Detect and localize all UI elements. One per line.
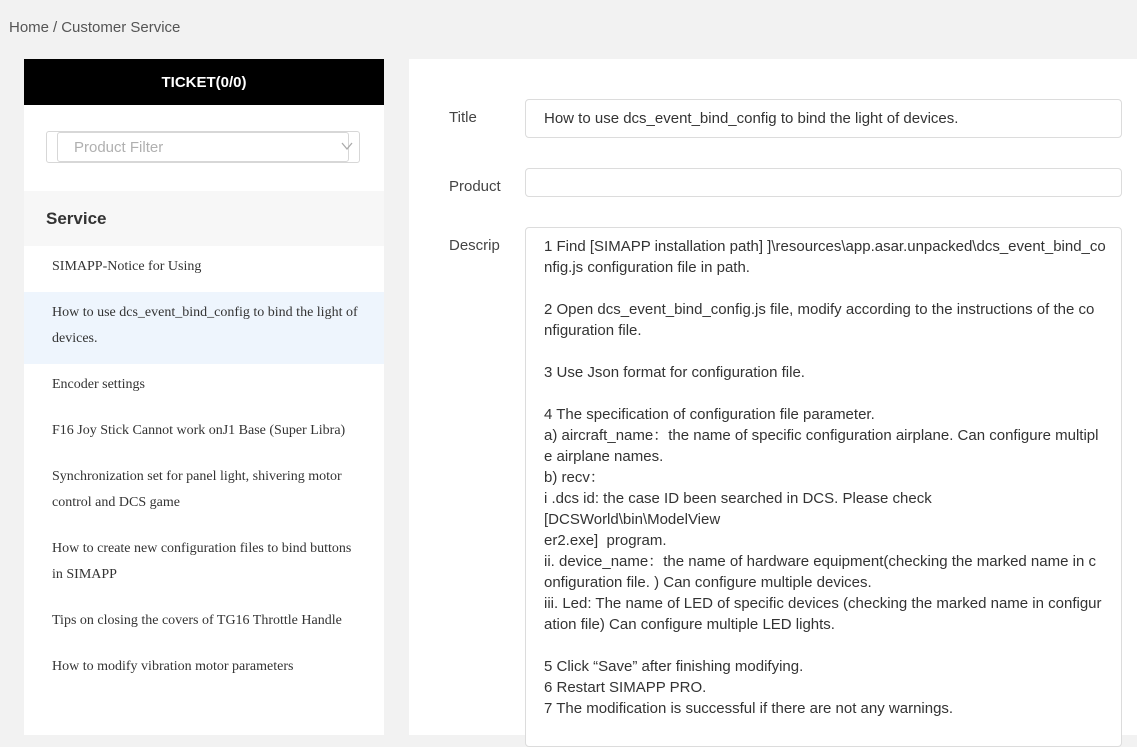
- service-list-item[interactable]: How to modify vibration motor parameters: [52, 659, 294, 674]
- service-list-item[interactable]: SIMAPP-Notice for Using: [52, 259, 202, 274]
- breadcrumb-home[interactable]: Home: [9, 19, 50, 36]
- product-filter-select[interactable]: [46, 131, 360, 163]
- product-label: Product: [449, 178, 501, 195]
- description-label: Descrip: [449, 237, 500, 254]
- service-list-item[interactable]: How to create new configuration files to bind buttons in SIMAPP: [52, 541, 352, 582]
- service-list-item[interactable]: Tips on closing the covers of TG16 Throttle Handle: [52, 613, 342, 628]
- product-filter-placeholder[interactable]: Product Filter: [57, 132, 349, 162]
- breadcrumb-separator: /: [53, 19, 58, 36]
- service-heading: Service: [24, 191, 384, 246]
- title-field[interactable]: How to use dcs_event_bind_config to bind the light of devices.: [525, 99, 1122, 138]
- product-field[interactable]: [525, 168, 1122, 197]
- ticket-sidebar: [24, 59, 384, 735]
- service-list-item[interactable]: F16 Joy Stick Cannot work onJ1 Base (Super Libra): [52, 423, 346, 438]
- service-list-item[interactable]: How to use dcs_event_bind_config to bind the light of devices.: [24, 292, 384, 364]
- ticket-detail: [409, 59, 1137, 735]
- filter-wrap: [24, 105, 384, 191]
- service-list-item[interactable]: Synchronization set for panel light, shivering motor control and DCS game: [52, 469, 342, 510]
- chevron-down-icon[interactable]: [339, 139, 355, 153]
- service-list-item[interactable]: Encoder settings: [52, 377, 145, 392]
- service-list: [24, 246, 384, 692]
- title-label: Title: [449, 109, 477, 126]
- ticket-header[interactable]: TICKET(0/0): [24, 59, 384, 105]
- breadcrumb: [9, 19, 180, 36]
- description-field[interactable]: 1 Find [SIMAPP installation path] ]\resources\app.asar.unpacked\dcs_event_bind_co nfig.js configuration file in path. 2 Open dcs_event_bind_config.js file, modify according to the instructions of the co nfiguration file. 3 Use Json format for configuration file. 4 The specification of configuration file parameter. a) aircraft_name：the name of specific configuration airplane. Can configure multipl e airplane names. b) recv： i .dcs id: the case ID been searched in DCS. Please check [DCSWorld\bin\ModelView er2.exe] program. ii. device_name：the name of hardware equipment(checking the marked name in c onfiguration file. ) Can configure multiple devices. iii. Led: The name of LED of specific devices (checking the marked name in configur ation file) Can configure multiple LED lights. 5 Click “Save” after finishing modifying. 6 Restart SIMAPP PRO. 7 The modification is successful if there are not any warnings.: [525, 227, 1122, 747]
- breadcrumb-current: Customer Service: [61, 19, 181, 36]
